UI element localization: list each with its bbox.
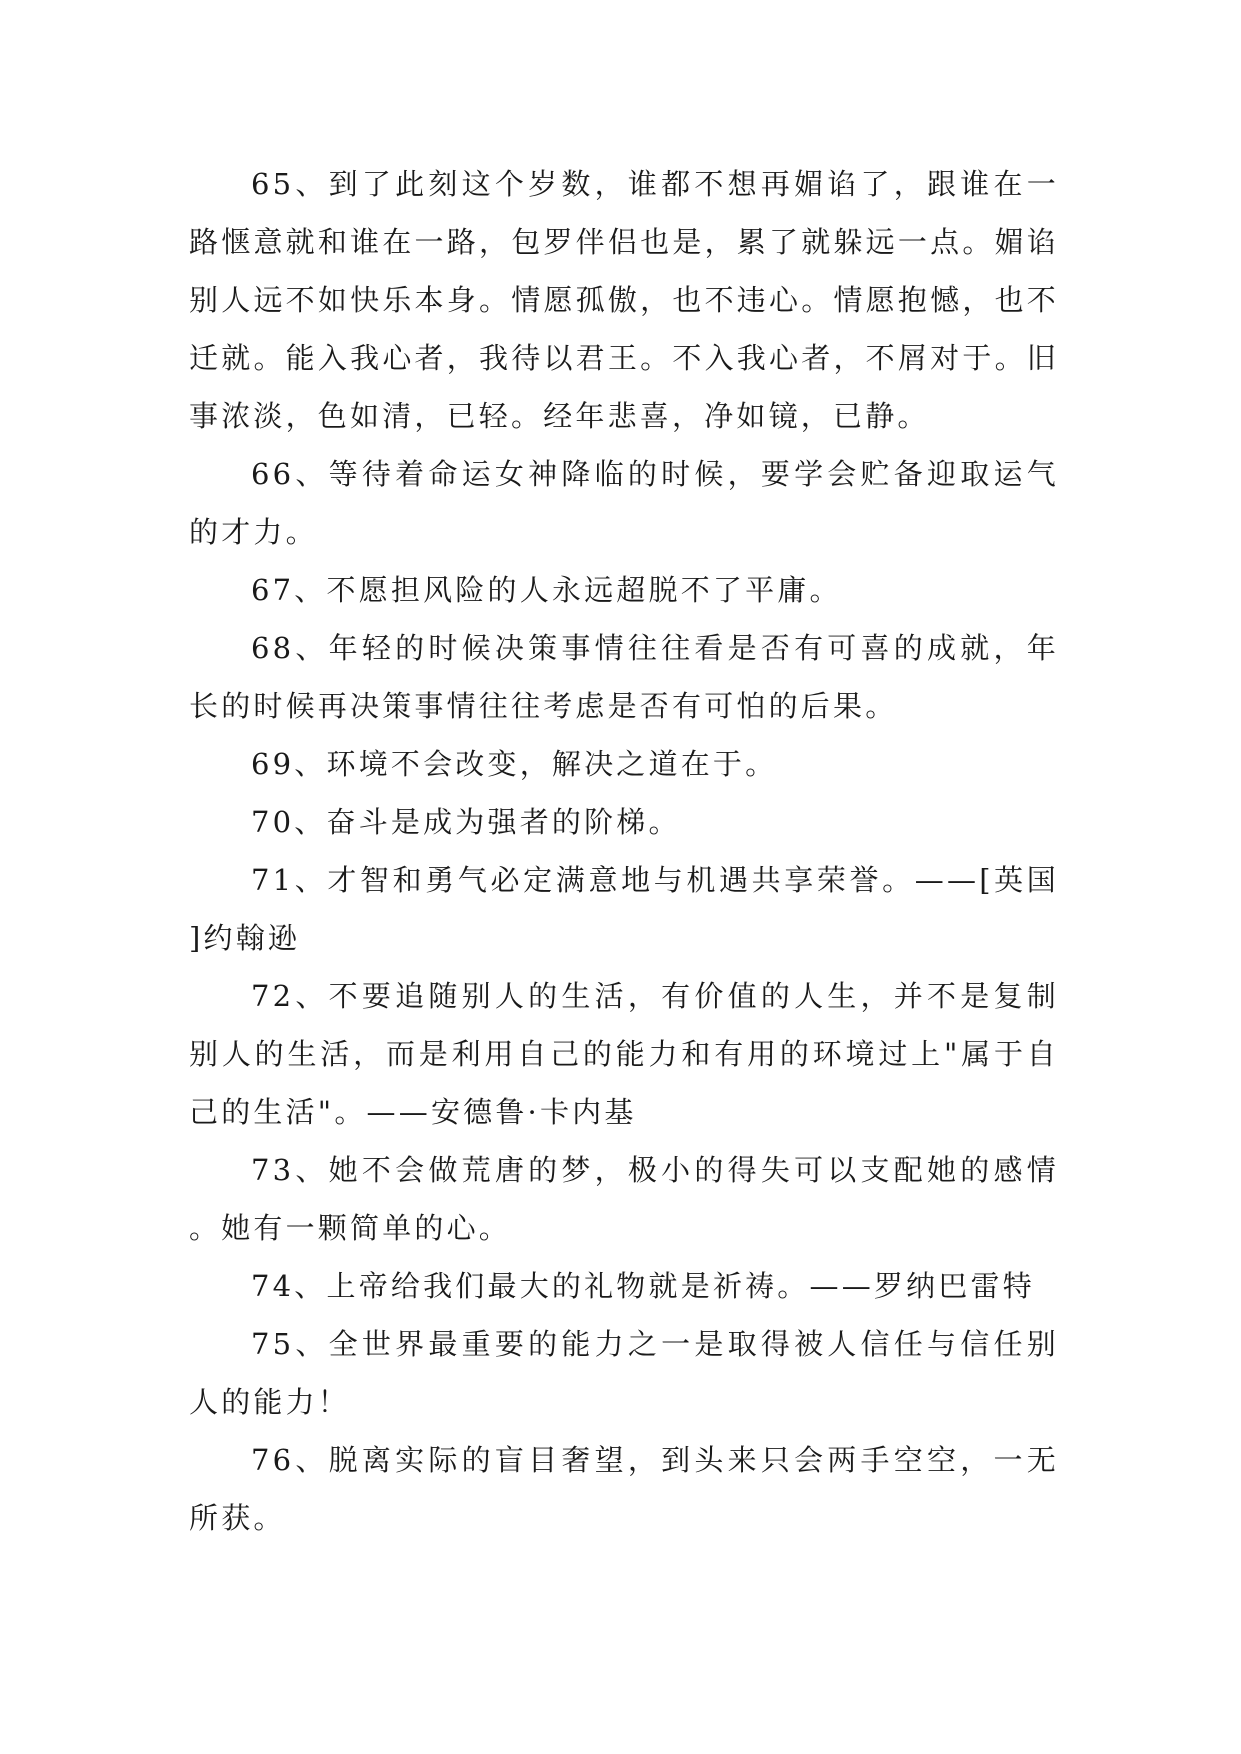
- paragraph-66: 66、等待着命运女神降临的时候，要学会贮备迎取运气的才力。: [189, 457, 1059, 549]
- paragraph-70: 70、奋斗是成为强者的阶梯。: [251, 805, 681, 839]
- paragraph-76: 76、脱离实际的盲目奢望，到头来只会两手空空，一无所获。: [189, 1443, 1059, 1535]
- paragraph-72: 72、不要追随别人的生活，有价值的人生，并不是复制别人的生活，而是利用自己的能力和有用的环境过上"属于自己的生活"。——安德鲁·卡内基: [189, 979, 1059, 1129]
- paragraph-71: 71、才智和勇气必定满意地与机遇共享荣誉。——[英国]约翰逊: [189, 863, 1059, 955]
- paragraph-74: 74、上帝给我们最大的礼物就是祈祷。——罗纳巴雷特: [251, 1269, 1035, 1303]
- paragraph-68: 68、年轻的时候决策事情往往看是否有可喜的成就，年长的时候再决策事情往往考虑是否有可怕的后果。: [189, 631, 1059, 723]
- document-body: [189, 155, 1059, 1547]
- paragraph-73: 73、她不会做荒唐的梦，极小的得失可以支配她的感情。她有一颗简单的心。: [189, 1153, 1059, 1245]
- paragraph-75: 75、全世界最重要的能力之一是取得被人信任与信任别人的能力！: [189, 1327, 1059, 1419]
- paragraph-69: 69、环境不会改变，解决之道在于。: [251, 747, 778, 781]
- paragraph-67: 67、不愿担风险的人永远超脱不了平庸。: [251, 573, 842, 607]
- paragraph-65: 65、到了此刻这个岁数，谁都不想再媚谄了，跟谁在一路惬意就和谁在一路，包罗伴侣也是，累了就躲远一点。媚谄别人远不如快乐本身。情愿孤傲，也不违心。情愿抱憾，也不迁就。能入我心者，我待以君王。不入我心者，不屑对于。旧事浓淡，色如清，已轻。经年悲喜，净如镜，已静。: [189, 167, 1059, 433]
